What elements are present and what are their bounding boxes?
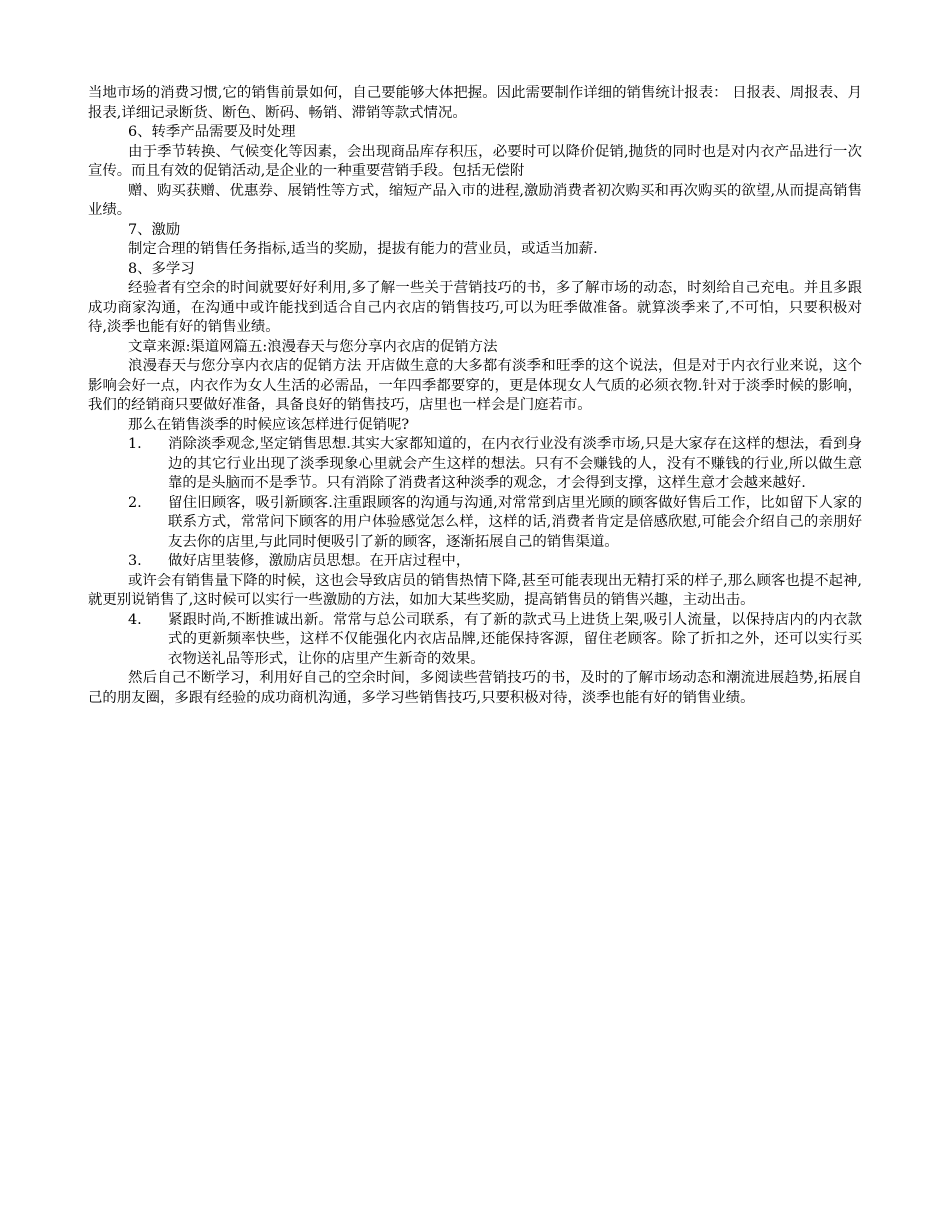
list-item (88, 611, 862, 670)
list-item-text: 紧跟时尚,不断推诚出新。常常与总公司联系，有了新的款式马上进货上架,吸引人流量，以保持店内的内衣款式的更新频率快些，这样不仅能强化内衣店品牌,还能保持客源，留住老顾客。除了折扣之外，还可以实行买衣物送礼品等形式，让你的店里产生新奇的效果。 (168, 611, 862, 667)
paragraph-closing: 然后自己不断学习，利用好自己的空余时间，多阅读些营销技巧的书，及时的了解市场动态和潮流进展趋势,拓展自己的朋友圈，多跟有经验的成功商机沟通，多学习些销售技巧,只要积极对待，淡季也能有好的销售业绩。 (88, 670, 862, 706)
paragraph-seasonal-promotion: 由于季节转换、气候变化等因素，会出现商品库存积压，必要时可以降价促销,抛货的同时也是对内衣产品进行一次宣传。而且有效的促销活动,是企业的一种重要营销手段。包括无偿附 (88, 143, 862, 179)
list-item (88, 552, 862, 572)
paragraph-incentive: 制定合理的销售任务指标,适当的奖励，提拔有能力的营业员，或适当加薪. (128, 241, 598, 257)
heading-8-learning: 8、多学习 (128, 260, 195, 277)
paragraph-sales-report: 当地市场的消费习惯,它的销售前景如何，自己要能够大体把握。因此需要制作详细的销售统计报表： 日报表、周报表、月报表,详细记录断货、断色、断码、畅销、滞销等款式情况。 (88, 85, 862, 121)
list-item (88, 435, 862, 494)
list-item-text: 留住旧顾客，吸引新顾客.注重跟顾客的沟通与沟通,对常常到店里光顾的顾客做好售后工作，比如留下人家的联系方式，常常问下顾客的用户体验感觉怎么样，这样的话,消费者肯定是倍感欣慰,可能会介绍自己的亲朋好友去你的店里,与此同时便吸引了新的顾客，逐渐拓展自己的销售渠道。 (168, 494, 862, 550)
article-source: 文章来源:渠道网篇五:浪漫春天与您分享内衣店的促销方法 (128, 338, 498, 355)
list-number: 3. (128, 553, 142, 569)
list-item-text: 消除淡季观念,坚定销售思想.其实大家都知道的，在内衣行业没有淡季市场,只是大家存在这样的想法，看到身边的其它行业出现了淡季现象心里就会产生这样的想法。只有不会赚钱的人，没有不赚钱的行业,所以做生意靠的是头脑而不是季节。只有消除了消费者这种淡季的观念，才会得到支撑，这样生意才会越来越好. (168, 436, 862, 491)
paragraph-promotion-methods: 赠、购买获赠、优惠券、展销性等方式，缩短产品入市的进程,激励消费者初次购买和再次购买的欲望,从而提高销售业绩。 (88, 182, 862, 218)
heading-7-incentive: 7、激励 (128, 221, 181, 238)
paragraph-question: 那么在销售淡季的时候应该怎样进行促销呢? (128, 416, 410, 433)
paragraph-staff-motivation: 或许会有销售量下降的时候，这也会导致店员的销售热情下降,甚至可能表现出无精打采的样子,那么顾客也提不起神,就更别说销售了,这时候可以实行一些激励的方法，如加大某些奖励，提高销售员的销售兴趣，主动出击。 (88, 572, 862, 608)
list-number: 4. (128, 611, 142, 628)
list-number: 2. (128, 494, 142, 511)
heading-6-seasonal-products: 6、转季产品需要及时处理 (128, 124, 296, 140)
paragraph-learning: 经验者有空余的时间就要好好利用,多了解一些关于营销技巧的书，多了解市场的动态，时刻给自己充电。并且多跟成功商家沟通，在沟通中或许能找到适合自己内衣店的销售技巧,可以为旺季做准备。就算淡季来了,不可怕，只要积极对待,淡季也能有好的销售业绩。 (88, 280, 862, 335)
list-item (88, 494, 862, 553)
list-item-text: 做好店里装修，激励店员思想。在开店过程中， (168, 553, 471, 569)
list-number: 1. (128, 436, 142, 452)
paragraph-intro-article-5: 浪漫春天与您分享内衣店的促销方法 开店做生意的大多都有淡季和旺季的这个说法，但是对于内衣行业来说，这个影响会好一点，内衣作为女人生活的必需品，一年四季都要穿的，更是体现女人气质的必须衣物.针对于淡季时候的影响，我们的经销商只要做好准备，具备良好的销售技巧，店里也一样会是门庭若市。 (88, 358, 862, 413)
